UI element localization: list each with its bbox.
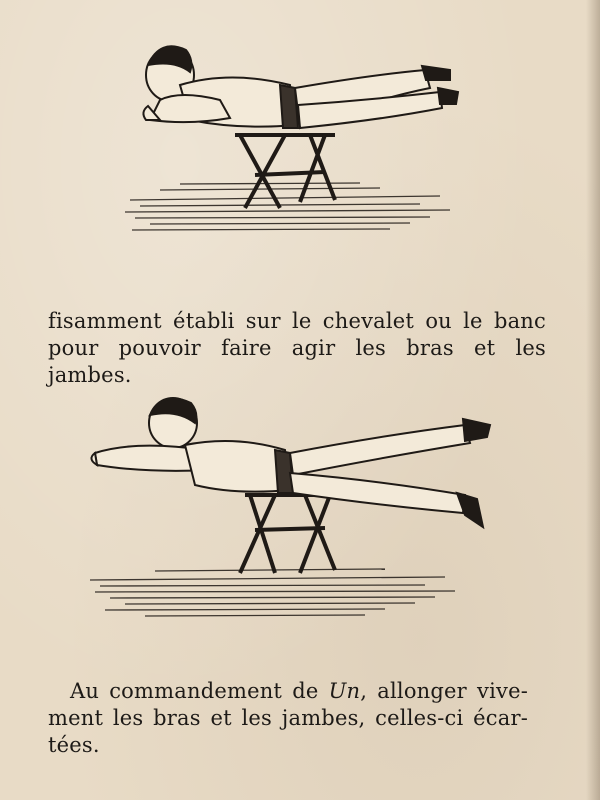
- paragraph-2-line-1-emphasis: Un: [328, 679, 361, 703]
- paragraph-1-line-3: jambes.: [48, 363, 132, 387]
- paragraph-2-line-1: [48, 678, 528, 705]
- paragraph-1-line-2: pour pouvoir faire agir les bras et les: [48, 336, 546, 360]
- paragraph-1-line-1: fisamment établi sur le chevalet ou le banc: [48, 309, 546, 333]
- paragraph-2-line-1-suffix: , allonger vive-: [360, 679, 528, 703]
- paragraph-2: [48, 678, 528, 759]
- paragraph-1: [48, 308, 546, 389]
- page-edge-shadow: [586, 0, 600, 800]
- figure-boy-on-trestle-arms-extended: [85, 395, 520, 635]
- boy-figure: [143, 46, 458, 128]
- boy-figure: [91, 398, 490, 527]
- paragraph-2-line-1-prefix: Au commandement de: [70, 679, 329, 703]
- trestle: [240, 495, 335, 573]
- paragraph-2-line-2: ment les bras et les jambes, celles-ci écar-: [48, 706, 528, 730]
- ground-hatching: [90, 569, 455, 616]
- paragraph-2-line-3: tées.: [48, 733, 100, 757]
- ground-hatching: [125, 183, 450, 230]
- figure-boy-on-trestle-arms-folded: [120, 30, 490, 240]
